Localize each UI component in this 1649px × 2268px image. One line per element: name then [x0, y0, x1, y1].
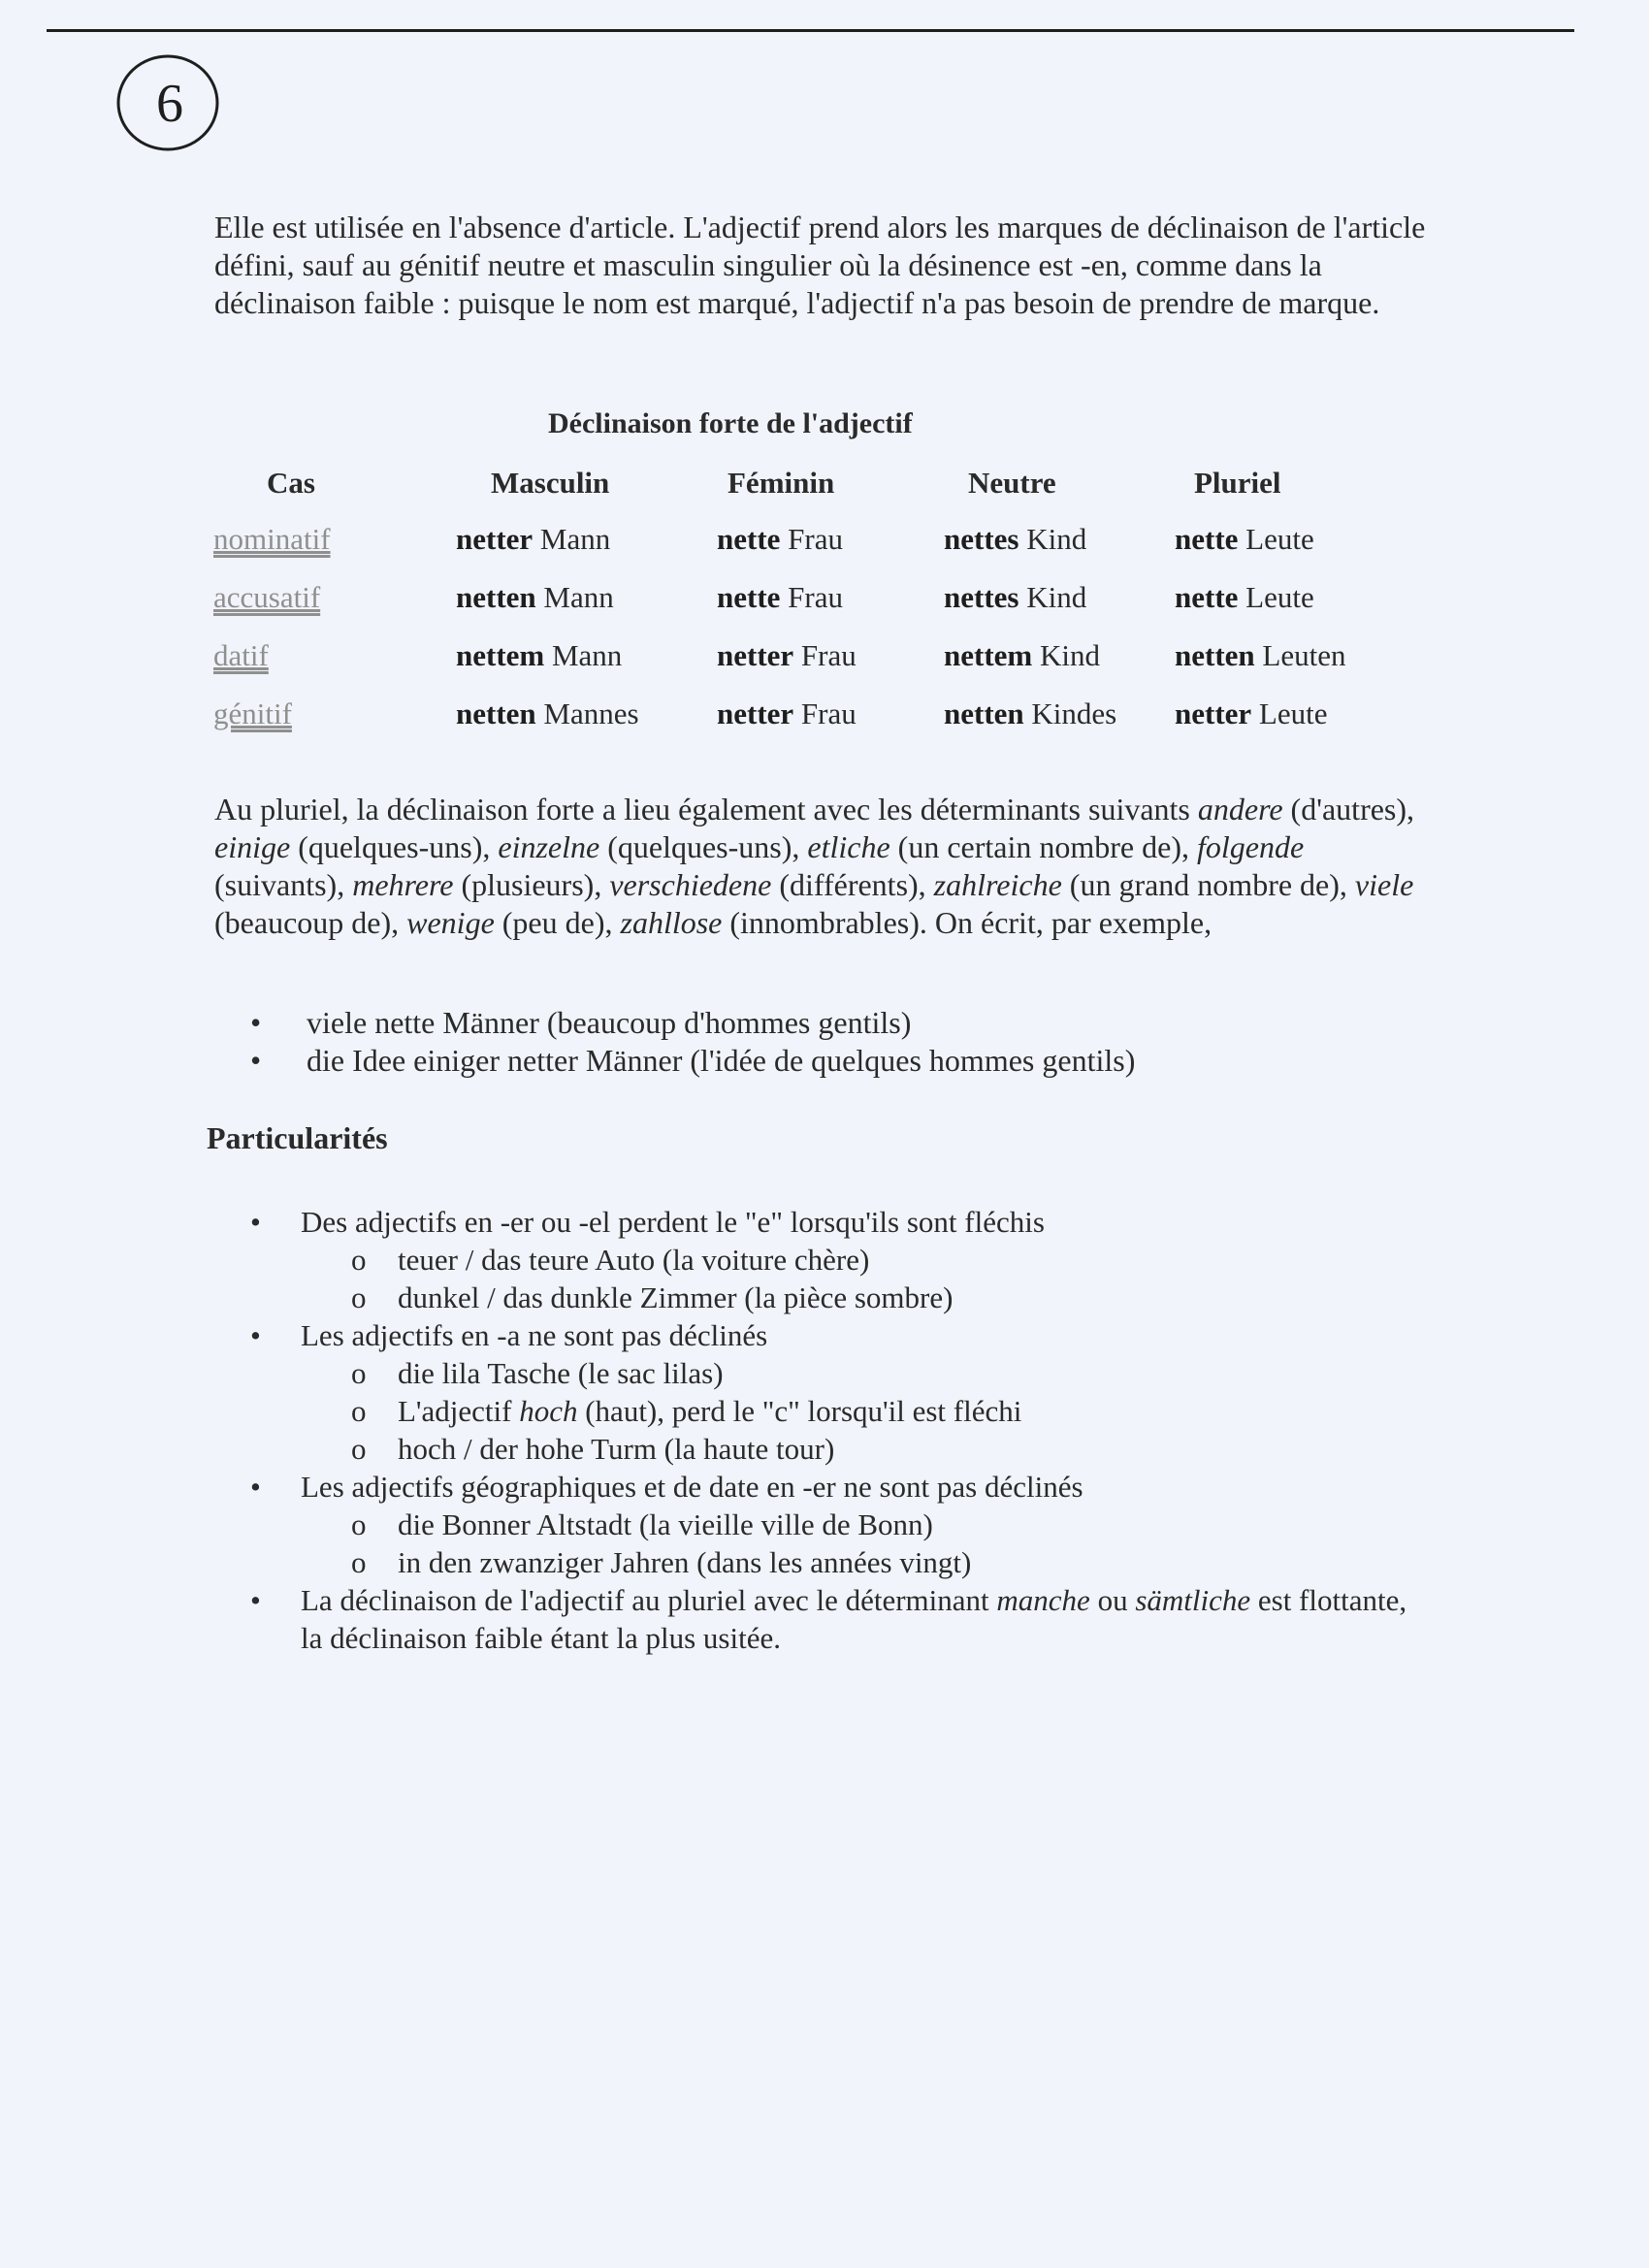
pluriel-paragraph: Au pluriel, la déclinaison forte a lieu également avec les déterminants suivants andere (d'autres), einige (quelques-uns), einzelne (quelques-uns), etliche (un certain nombre de), folgende (suivants), mehrere (plusieurs), verschiedene (différents), zahlreiche (un grand nombre de), viele (beaucoup de), wenige (peu de), zahllose (innombrables). On écrit, par exemple,	[214, 792, 1415, 940]
table-cell: nette Frau	[717, 580, 843, 614]
table-cell: netter Frau	[717, 697, 857, 730]
header-pluriel: Pluriel	[1194, 466, 1281, 500]
table-cell: netter Mann	[456, 522, 611, 556]
circle-bullet-icon: o	[351, 1356, 367, 1390]
header-cas: Cas	[267, 466, 315, 500]
declension-table	[204, 456, 1378, 743]
sub-list-item: o die Bonner Altstadt (la vieille ville de Bonn)	[351, 1507, 933, 1541]
page-number-mark	[114, 50, 221, 157]
table-cell: nette Leute	[1175, 522, 1314, 556]
sub-list-item: o die lila Tasche (le sac lilas)	[351, 1356, 724, 1390]
sub-list	[301, 1506, 1414, 1581]
example-list	[250, 1004, 1135, 1080]
table-header-row	[204, 456, 1378, 510]
bullet-icon: •	[250, 1470, 261, 1504]
table-cell: netten Mann	[456, 580, 614, 614]
bullet-icon: •	[250, 1043, 262, 1078]
table-cell: netten Kindes	[944, 697, 1117, 730]
page-number: 6	[156, 74, 183, 134]
table-title: Déclinaison forte de l'adjectif	[548, 407, 913, 439]
bullet-icon: •	[250, 1205, 261, 1239]
header-feminin: Féminin	[728, 466, 835, 500]
table-cell: netten Mannes	[456, 697, 639, 730]
circle-bullet-icon: o	[351, 1280, 367, 1314]
bullet-icon: •	[250, 1005, 262, 1040]
table-cell: nette Leute	[1175, 580, 1314, 614]
section-heading: Particularités	[207, 1120, 388, 1155]
table-row	[204, 627, 1378, 685]
table-cell: nettem Kind	[944, 638, 1100, 672]
circle-bullet-icon: o	[351, 1432, 367, 1466]
table-cell: nettes Kind	[944, 580, 1087, 614]
list-item: • Les adjectifs en -a ne sont pas déclinés o die lila Tasche (le sac lilas) o L'adjectif hoch (haut), perd le "c" lorsqu'il est fléchi o hoch / der hohe Turm (la haute tour)	[250, 1316, 1414, 1468]
table-cell: netter Frau	[717, 638, 857, 672]
header-masculin: Masculin	[491, 466, 610, 500]
list-item: • Les adjectifs géographiques et de date en -er ne sont pas déclinés o die Bonner Altstadt (la vieille ville de Bonn) o in den zwanziger Jahren (dans les années vingt)	[250, 1468, 1414, 1581]
bullet-icon: •	[250, 1583, 261, 1617]
list-item: • die Idee einiger netter Männer (l'idée de quelques hommes gentils)	[250, 1043, 1136, 1078]
sub-list-item: o teuer / das teure Auto (la voiture chère)	[351, 1243, 870, 1277]
sub-list	[301, 1354, 1414, 1468]
table-row	[204, 685, 1378, 743]
table-cell: netten Leuten	[1175, 638, 1346, 672]
sub-list-item: o hoch / der hohe Turm (la haute tour)	[351, 1432, 835, 1466]
sub-list-item: o in den zwanziger Jahren (dans les années vingt)	[351, 1545, 972, 1579]
list-item: • Des adjectifs en -er ou -el perdent le "e" lorsqu'ils sont fléchis o teuer / das teure Auto (la voiture chère) o dunkel / das dunkle Zimmer (la pièce sombre)	[250, 1203, 1414, 1316]
case-label: nominatif	[213, 522, 331, 556]
table-row	[204, 510, 1378, 568]
circle-bullet-icon: o	[351, 1243, 367, 1277]
bullet-icon: •	[250, 1318, 261, 1352]
case-label: génitif	[213, 697, 292, 730]
sub-list-item: o L'adjectif hoch (haut), perd le "c" lorsqu'il est fléchi	[351, 1394, 1022, 1428]
list-item: • viele nette Männer (beaucoup d'hommes gentils)	[250, 1005, 912, 1040]
circle-bullet-icon: o	[351, 1394, 367, 1428]
case-label: accusatif	[213, 580, 321, 614]
circle-bullet-icon: o	[351, 1507, 367, 1541]
table-cell: nettes Kind	[944, 522, 1087, 556]
table-cell: netter Leute	[1175, 697, 1328, 730]
particularites-list	[250, 1203, 1414, 1657]
top-rule	[47, 29, 1574, 32]
intro-paragraph: Elle est utilisée en l'absence d'article. L'adjectif prend alors les marques de déclinaison de l'article défini, sauf au génitif neutre et masculin singulier où la désinence est -en, comme dans la déclinaison faible : puisque le nom est marqué, l'adjectif n'a pas besoin de prendre de marque.	[214, 210, 1426, 320]
table-cell: nette Frau	[717, 522, 843, 556]
sub-list-item: o dunkel / das dunkle Zimmer (la pièce sombre)	[351, 1280, 954, 1314]
circle-bullet-icon: o	[351, 1545, 367, 1579]
table-row	[204, 568, 1378, 627]
table-cell: nettem Mann	[456, 638, 623, 672]
case-label: datif	[213, 638, 269, 672]
sub-list	[301, 1241, 1414, 1316]
list-item: • La déclinaison de l'adjectif au pluriel avec le déterminant manche ou sämtliche est flottante, la déclinaison faible étant la plus usitée.	[250, 1583, 1407, 1655]
header-neutre: Neutre	[968, 466, 1056, 500]
